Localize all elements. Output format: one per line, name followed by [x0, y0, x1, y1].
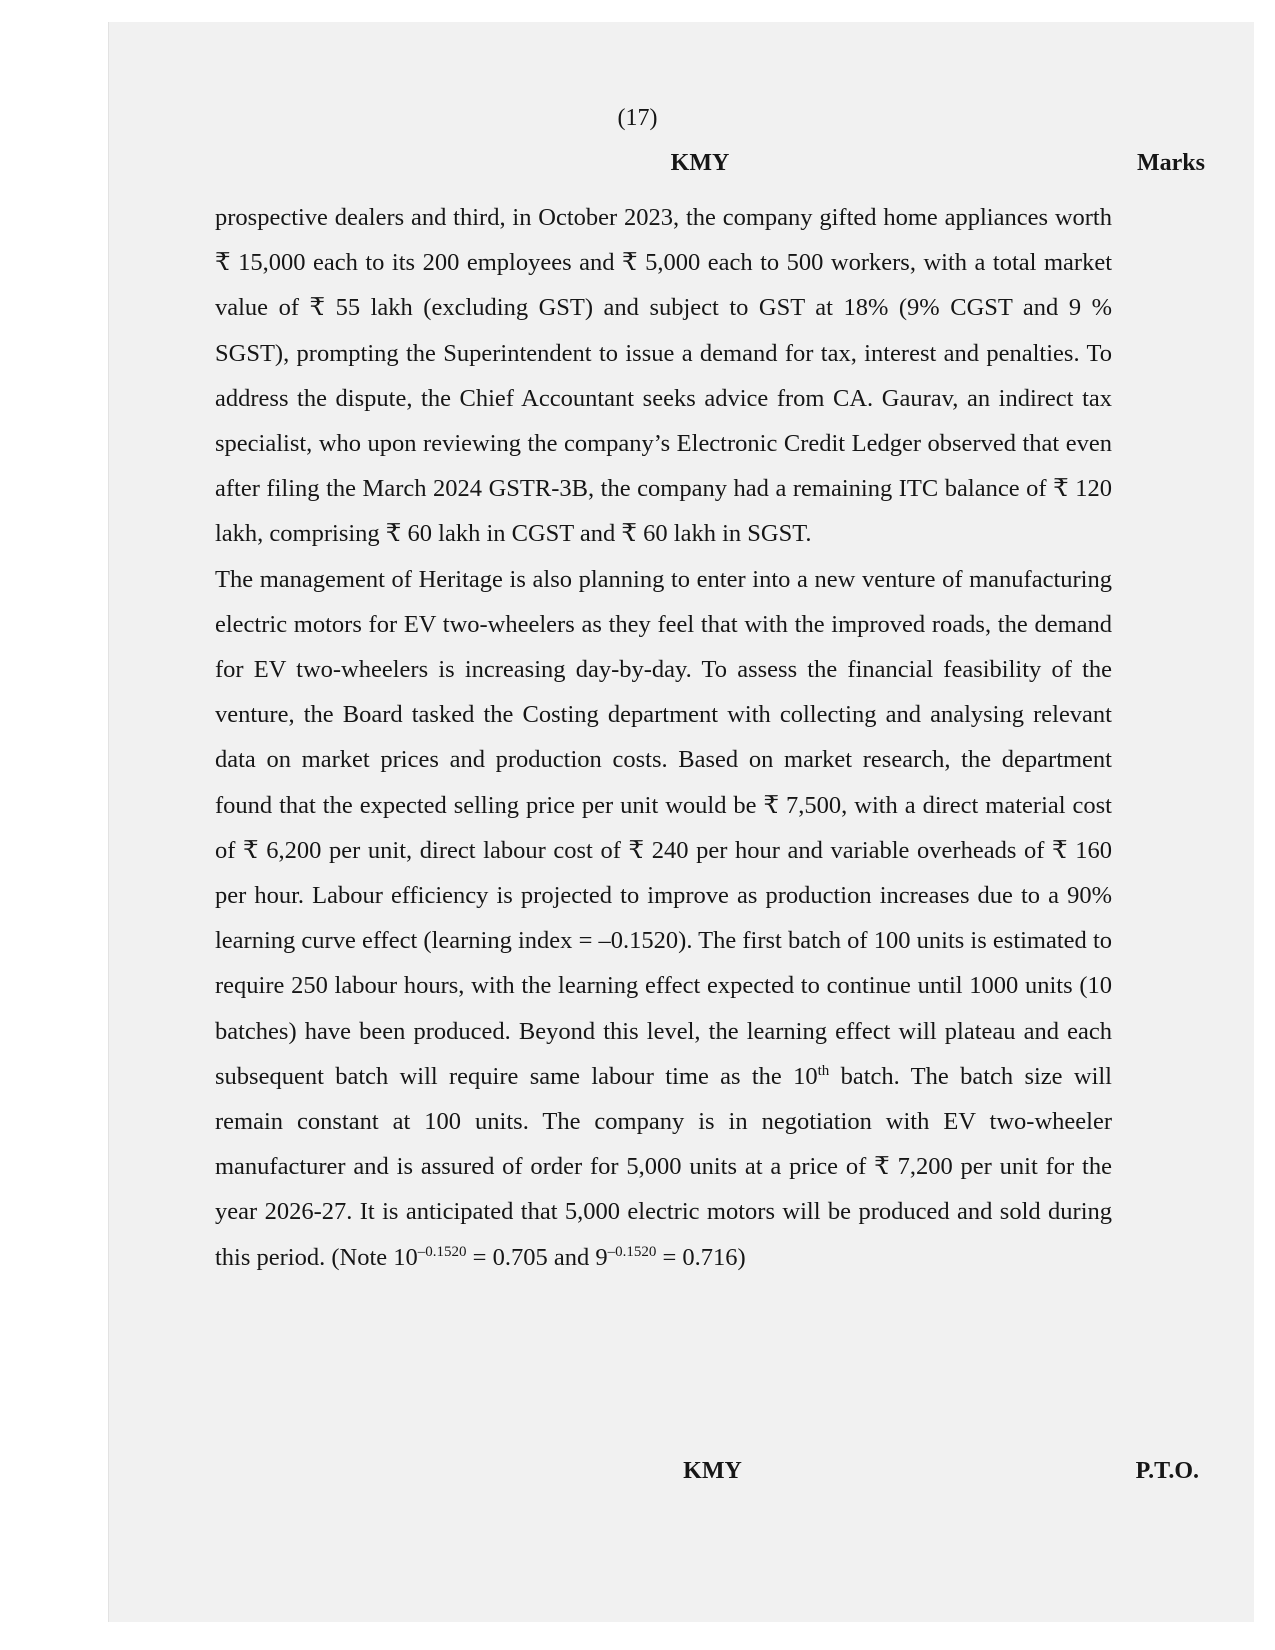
header-paper-code: KMY: [670, 150, 730, 176]
text-segment: batch. The batch size will remain constant at 100 units. The company is in negotiation with EV two-wheeler manufacturer and is assured of order for 5,000 units at a price of ₹ 7,200 per unit for the year 2026-27. It is anticipated that 5,000 electric motors will be produced and sold during this period. (Note 10: [215, 1062, 1112, 1271]
superscript: th: [817, 1062, 830, 1079]
text-segment: = 0.705 and 9: [466, 1243, 608, 1271]
paragraph-gst-dispute: prospective dealers and third, in October 2023, the company gifted home appliances worth ₹ 15,000 each to its 200 employees and ₹ 5,000 each to 500 workers, with a total market value of ₹ 55 lakh (excluding GST) and subject to GST at 18% (9% CGST and 9 % SGST), prompting the Superintendent to issue a demand for tax, interest and penalties. To address the dispute, the Chief Accountant seeks advice from CA. Gaurav, an indirect tax specialist, who upon reviewing the company’s Electronic Credit Ledger observed that even after filing the March 2024 GSTR-3B, the company had a remaining ITC balance of ₹ 120 lakh, comprising ₹ 60 lakh in CGST and ₹ 60 lakh in SGST.: [215, 204, 1112, 548]
question-text: [215, 195, 1112, 1280]
page-number: (17): [617, 105, 658, 131]
text-segment: = 0.716): [656, 1243, 746, 1271]
superscript: –0.1520: [607, 1243, 657, 1260]
footer-paper-code: KMY: [683, 1458, 742, 1484]
superscript: –0.1520: [417, 1243, 467, 1260]
pto-label: P.T.O.: [1135, 1458, 1199, 1484]
text-segment: The management of Heritage is also planning to enter into a new venture of manufacturing electric motors for EV two-wheelers as they feel that with the improved roads, the demand for EV two-wheelers is increasing day-by-day. To assess the financial feasibility of the venture, the Board tasked the Costing department with collecting and analysing relevant data on market prices and production costs. Based on market research, the department found that the expected selling price per unit would be ₹ 7,500, with a direct material cost of ₹ 6,200 per unit, direct labour cost of ₹ 240 per hour and variable overheads of ₹ 160 per hour. Labour efficiency is projected to improve as production increases due to a 90% learning curve effect (learning index = –0.1520). The first batch of 100 units is estimated to require 250 labour hours, with the learning effect expected to continue until 1000 units (10 batches) have been produced. Beyond this level, the learning effect will plateau and each subsequent batch will require same labour time as the 10: [215, 565, 1112, 1090]
marks-column-label: Marks: [1137, 150, 1205, 176]
paragraph-ev-venture: [215, 557, 1112, 1280]
